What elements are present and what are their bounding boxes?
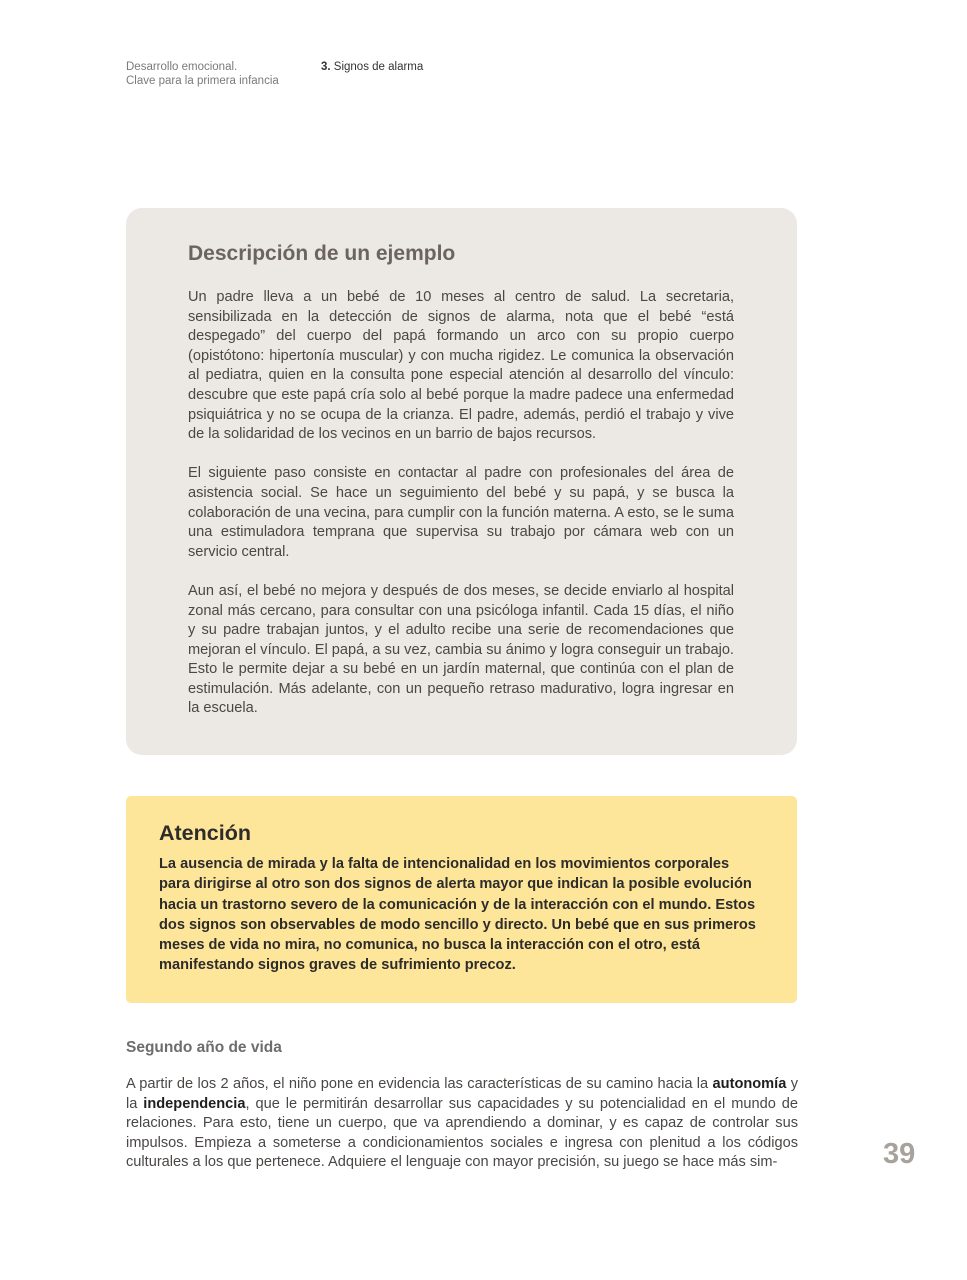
chapter-number: 3.	[321, 61, 331, 73]
keyword-autonomia: autonomía	[712, 1076, 787, 1092]
keyword-independencia: independencia	[143, 1095, 246, 1112]
attention-box	[126, 796, 797, 1003]
attention-title: Atención	[159, 821, 251, 845]
example-box	[126, 208, 797, 755]
book-title-line-2: Clave para la primera infancia	[126, 75, 279, 87]
section-text-2: y la	[126, 1076, 798, 1112]
section-title: Segundo año de vida	[126, 1039, 282, 1056]
section-text-3: , que le permitirán desarrollar sus capacidades y su potencialidad en el mundo de relaciones. Para esto, tiene un cuerpo, que va aprendiendo a dominar, y es capaz de controlar sus impulsos. Empieza a someterse a condicionamientos sociales e ingresa con plenitud a los códigos culturales a los que pertenece. Adquiere el lenguaje con mayor precisión, su juego se hace más sim-	[126, 1095, 798, 1171]
section-body	[126, 1075, 798, 1173]
example-title: Descripción de un ejemplo	[188, 242, 456, 265]
attention-text: La ausencia de mirada y la falta de intencionalidad en los movimientos corporales para dirigirse al otro son dos signos de alerta mayor que indican la posible evolución hacia un trastorno severo de la comunicación y de la interacción con el mundo. Estos dos signos son observables de modo sencillo y directo. Un bebé que en sus primeros meses de vida no mira, no comunica, no busca la interacción con el otro, está manifestando signos graves de sufrimiento precoz.	[159, 856, 756, 974]
book-title	[126, 60, 316, 88]
book-title-line-1: Desarrollo emocional.	[126, 61, 238, 73]
example-paragraph: Aun así, el bebé no mejora y después de dos meses, se decide enviarlo al hospital zonal más cercano, para consultar con una psicóloga infantil. Cada 15 días, el niño y su padre trabajan juntos, y el adulto recibe una serie de recomendaciones que mejoran el vínculo. El papá, a su vez, cambia su ánimo y logra conseguir un trabajo. Esto le permite dejar a su bebé en un jardín maternal, que continúa con el plan de estimulación. Más adelante, con un pequeño retraso madurativo, logra ingresar en la escuela.	[188, 582, 734, 717]
page-number: 39	[883, 1138, 916, 1170]
section-text-1: A partir de los 2 años, el niño pone en evidencia las características de su camino hacia la	[126, 1076, 713, 1092]
chapter-title	[321, 60, 423, 74]
example-paragraph: El siguiente paso consiste en contactar al padre con profesionales del área de asistencia social. Se hace un seguimiento del bebé y su papá, y se busca la colaboración de una vecina, para cumplir con la función materna. A esto, se le suma una estimuladora temprana que supervisa su trabajo por cámara web con un servicio central.	[188, 465, 734, 560]
chapter-name: Signos de alarma	[330, 61, 424, 73]
example-paragraph: Un padre lleva a un bebé de 10 meses al centro de salud. La secretaria, sensibilizada en la detección de signos de alarma, nota que el bebé “está despegado” del cuerpo del papá formando un arco con su propio cuerpo (opistótono: hipertonía muscular) y con mucha rigidez. Le comunica la observación al pediatra, quien en la consulta pone especial atención al desarrollo del vínculo: descubre que este papá cría solo al bebé porque la madre padece una enfermedad psiquiátrica y no se ocupa de la crianza. El padre, además, perdió el trabajo y vive de la solidaridad de los vecinos en un barrio de bajos recursos.	[188, 289, 734, 443]
example-body	[188, 288, 734, 719]
